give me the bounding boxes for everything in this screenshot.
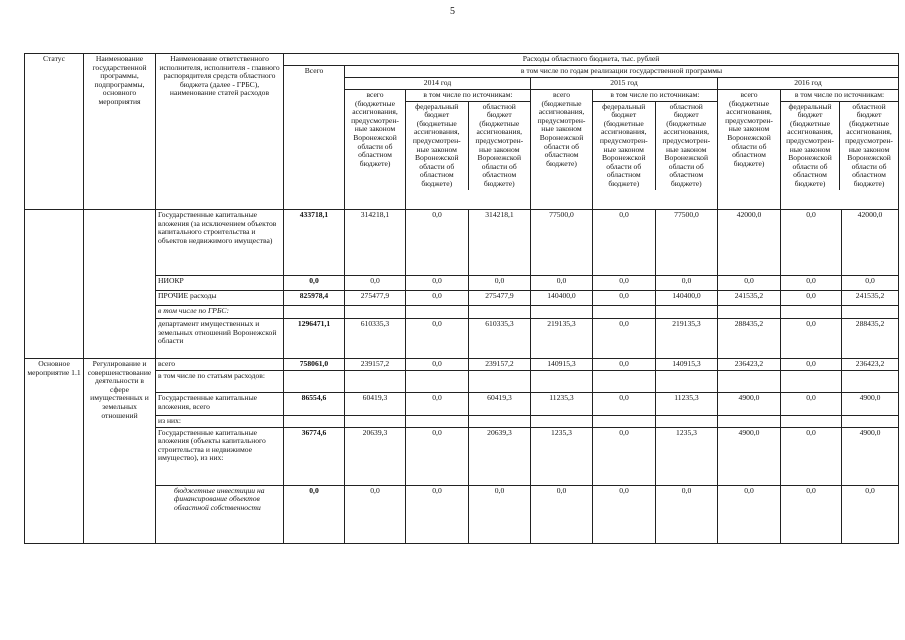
value-cell: 11235,3 <box>656 393 718 416</box>
empty-cell <box>656 306 718 319</box>
header-total: Всего <box>284 66 345 210</box>
empty-cell <box>656 416 718 428</box>
regional-label: областной бюджет (бюджетные ассигнования, предусмотрен-ные законом Воронежской области об областном бюджете) <box>845 101 893 188</box>
value-cell: 20639,3 <box>469 427 531 485</box>
row-total: 825978,4 <box>284 291 345 306</box>
header-status: Статус <box>25 54 84 210</box>
value-cell: 0,0 <box>593 276 656 291</box>
value-cell: 140915,3 <box>656 359 718 371</box>
header-sources-2015 <box>593 90 718 210</box>
empty-cell <box>842 306 899 319</box>
row-label: департамент имущественных и земельных отношений Воронежской области <box>156 319 284 359</box>
empty-cell <box>842 371 899 393</box>
value-cell: 0,0 <box>531 276 593 291</box>
value-cell: 219135,3 <box>656 319 718 359</box>
regional-label: областной бюджет (бюджетные ассигнования, предусмотрен-ные законом Воронежской области об областном бюджете) <box>662 101 711 188</box>
value-cell: 0,0 <box>469 485 531 543</box>
row-label: ПРОЧИЕ расходы <box>156 291 284 306</box>
budget-table <box>24 53 899 544</box>
value-cell: 610335,3 <box>469 319 531 359</box>
sources-label: в том числе по источникам: <box>406 90 530 102</box>
empty-cell <box>284 306 345 319</box>
value-cell: 42000,0 <box>718 210 781 276</box>
value-cell: 140400,0 <box>531 291 593 306</box>
table-row <box>25 485 899 543</box>
value-cell: 0,0 <box>656 276 718 291</box>
value-cell: 236423,2 <box>842 359 899 371</box>
header-by-years: в том числе по годам реализации государственной программы <box>345 66 899 78</box>
value-cell: 0,0 <box>406 427 469 485</box>
value-cell: 11235,3 <box>531 393 593 416</box>
row-total: 433718,1 <box>284 210 345 276</box>
row-label: из них: <box>156 416 284 428</box>
value-cell: 0,0 <box>718 485 781 543</box>
table-row <box>25 371 899 393</box>
value-cell: 610335,3 <box>345 319 406 359</box>
sources-label: в том числе по источникам: <box>781 90 898 102</box>
header-expenses: Расходы областного бюджета, тыс. рублей <box>284 54 899 66</box>
value-cell: 4900,0 <box>718 393 781 416</box>
page-number: 5 <box>450 6 455 17</box>
empty-cell <box>345 416 406 428</box>
value-cell: 0,0 <box>469 276 531 291</box>
table-row <box>25 393 899 416</box>
value-cell: 0,0 <box>345 485 406 543</box>
value-cell: 314218,1 <box>345 210 406 276</box>
value-cell: 0,0 <box>781 359 842 371</box>
row-total: 0,0 <box>284 485 345 543</box>
empty-cell <box>718 416 781 428</box>
value-cell: 241535,2 <box>842 291 899 306</box>
empty-cell <box>781 306 842 319</box>
federal-label: федеральный бюджет (бюджетные ассигнования, предусмотрен-ные законом Воронежской области об областном бюджете) <box>593 102 656 190</box>
value-cell: 4900,0 <box>842 427 899 485</box>
empty-cell <box>656 371 718 393</box>
value-cell: 275477,9 <box>469 291 531 306</box>
row-label: в том числе по статьям расходов: <box>156 371 284 393</box>
table-row <box>25 319 899 359</box>
empty-cell <box>593 371 656 393</box>
federal-label: федеральный бюджет (бюджетные ассигнования, предусмотрен-ные законом Воронежской области об областном бюджете) <box>406 102 469 190</box>
table-row <box>25 416 899 428</box>
empty-cell <box>284 416 345 428</box>
empty-cell <box>781 371 842 393</box>
value-cell: 0,0 <box>593 485 656 543</box>
value-cell: 4900,0 <box>842 393 899 416</box>
header-year-2015: 2015 год <box>531 78 718 90</box>
value-cell: 0,0 <box>593 291 656 306</box>
value-cell: 0,0 <box>781 485 842 543</box>
header-sources-2014 <box>406 90 531 210</box>
table-row <box>25 210 899 276</box>
value-cell: 0,0 <box>781 291 842 306</box>
value-cell: 0,0 <box>781 393 842 416</box>
empty-cell <box>531 416 593 428</box>
value-cell: 0,0 <box>656 485 718 543</box>
row-label: Государственные капитальные вложения (объекты капитального строительства и недвижимое имущество), из них: <box>156 427 284 485</box>
value-cell: 0,0 <box>718 276 781 291</box>
value-cell: 314218,1 <box>469 210 531 276</box>
value-cell: 0,0 <box>406 210 469 276</box>
empty-cell <box>718 306 781 319</box>
empty-cell <box>406 306 469 319</box>
row-total: 0,0 <box>284 276 345 291</box>
value-cell: 0,0 <box>593 427 656 485</box>
value-cell: 0,0 <box>781 276 842 291</box>
empty-cell <box>842 416 899 428</box>
table-row <box>25 276 899 291</box>
federal-label: федеральный бюджет (бюджетные ассигнования, предусмотрен-ные законом Воронежской области об областном бюджете) <box>781 102 840 190</box>
empty-cell <box>531 306 593 319</box>
header-program-name: Наименование государственной программы, подпрограммы, основного мероприятия <box>84 54 156 210</box>
value-cell: 239157,2 <box>469 359 531 371</box>
value-cell: 0,0 <box>781 210 842 276</box>
status-cell <box>25 210 84 359</box>
value-cell: 275477,9 <box>345 291 406 306</box>
sources-label: в том числе по источникам: <box>593 90 717 102</box>
empty-cell <box>469 371 531 393</box>
row-label: в том числе по ГРБС: <box>156 306 284 319</box>
empty-cell <box>593 416 656 428</box>
value-cell: 0,0 <box>593 393 656 416</box>
regional-label: областной бюджет (бюджетные ассигнования, предусмотрен-ные законом Воронежской области об областном бюджете) <box>475 101 524 188</box>
value-cell: 60419,3 <box>345 393 406 416</box>
row-total: 1296471,1 <box>284 319 345 359</box>
value-cell: 60419,3 <box>469 393 531 416</box>
row-label: всего <box>156 359 284 371</box>
header-total-sub: всего (бюджетные ассигнования, предусмотрен-ные законом Воронежской области об областном бюджете) <box>718 90 781 210</box>
value-cell: 0,0 <box>406 359 469 371</box>
value-cell: 0,0 <box>406 485 469 543</box>
section-name: Регулирование и совершенствование деятельности в сфере имущественных и земельных отношений <box>84 359 156 544</box>
value-cell: 288435,2 <box>842 319 899 359</box>
value-cell: 0,0 <box>781 427 842 485</box>
row-total: 36774,6 <box>284 427 345 485</box>
header-year-2016: 2016 год <box>718 78 899 90</box>
value-cell: 0,0 <box>406 291 469 306</box>
value-cell: 0,0 <box>781 319 842 359</box>
header-executor-name: Наименование ответственного исполнителя, исполнителя - главного распорядителя средств областного бюджета (далее - ГРБС), наименование статей расходов <box>156 54 284 210</box>
value-cell: 140915,3 <box>531 359 593 371</box>
value-cell: 0,0 <box>842 276 899 291</box>
header-total-sub: всего (бюджетные ассигнования, предусмотрен-ные законом Воронежской области об областном бюджете) <box>345 90 406 210</box>
row-label: Государственные капитальные вложения, всего <box>156 393 284 416</box>
value-cell: 0,0 <box>406 393 469 416</box>
value-cell: 4900,0 <box>718 427 781 485</box>
row-total: 758061,0 <box>284 359 345 371</box>
value-cell: 0,0 <box>593 359 656 371</box>
empty-cell <box>406 371 469 393</box>
value-cell: 0,0 <box>531 485 593 543</box>
table-row <box>25 359 899 371</box>
empty-cell <box>284 371 345 393</box>
table-row <box>25 306 899 319</box>
value-cell: 288435,2 <box>718 319 781 359</box>
value-cell: 239157,2 <box>345 359 406 371</box>
row-label: Государственные капитальные вложения (за исключением объектов капитального строительства и объектов недвижимого имущества) <box>156 210 284 276</box>
empty-cell <box>406 416 469 428</box>
table-row <box>25 427 899 485</box>
value-cell: 241535,2 <box>718 291 781 306</box>
value-cell: 77500,0 <box>531 210 593 276</box>
value-cell: 0,0 <box>406 276 469 291</box>
program-name-cell <box>84 210 156 359</box>
empty-cell <box>531 371 593 393</box>
row-total: 86554,6 <box>284 393 345 416</box>
header-year-2014: 2014 год <box>345 78 531 90</box>
empty-cell <box>781 416 842 428</box>
value-cell: 140400,0 <box>656 291 718 306</box>
value-cell: 0,0 <box>406 319 469 359</box>
value-cell: 20639,3 <box>345 427 406 485</box>
header-total-sub: всего (бюджетные ассигнования, предусмотрен-ные законом Воронежской области об областном бюджете) <box>531 90 593 210</box>
value-cell: 42000,0 <box>842 210 899 276</box>
value-cell: 77500,0 <box>656 210 718 276</box>
value-cell: 219135,3 <box>531 319 593 359</box>
value-cell: 1235,3 <box>656 427 718 485</box>
table-row <box>25 291 899 306</box>
value-cell: 0,0 <box>593 319 656 359</box>
value-cell: 0,0 <box>593 210 656 276</box>
header-sources-2016 <box>781 90 899 210</box>
value-cell: 236423,2 <box>718 359 781 371</box>
empty-cell <box>593 306 656 319</box>
empty-cell <box>469 416 531 428</box>
section-status: Основное мероприятие 1.1 <box>25 359 84 544</box>
row-label: НИОКР <box>156 276 284 291</box>
empty-cell <box>469 306 531 319</box>
row-label: бюджетные инвестиции на финансирование объектов областной собственности <box>156 485 284 543</box>
empty-cell <box>345 371 406 393</box>
value-cell: 1235,3 <box>531 427 593 485</box>
value-cell: 0,0 <box>842 485 899 543</box>
value-cell: 0,0 <box>345 276 406 291</box>
empty-cell <box>718 371 781 393</box>
empty-cell <box>345 306 406 319</box>
